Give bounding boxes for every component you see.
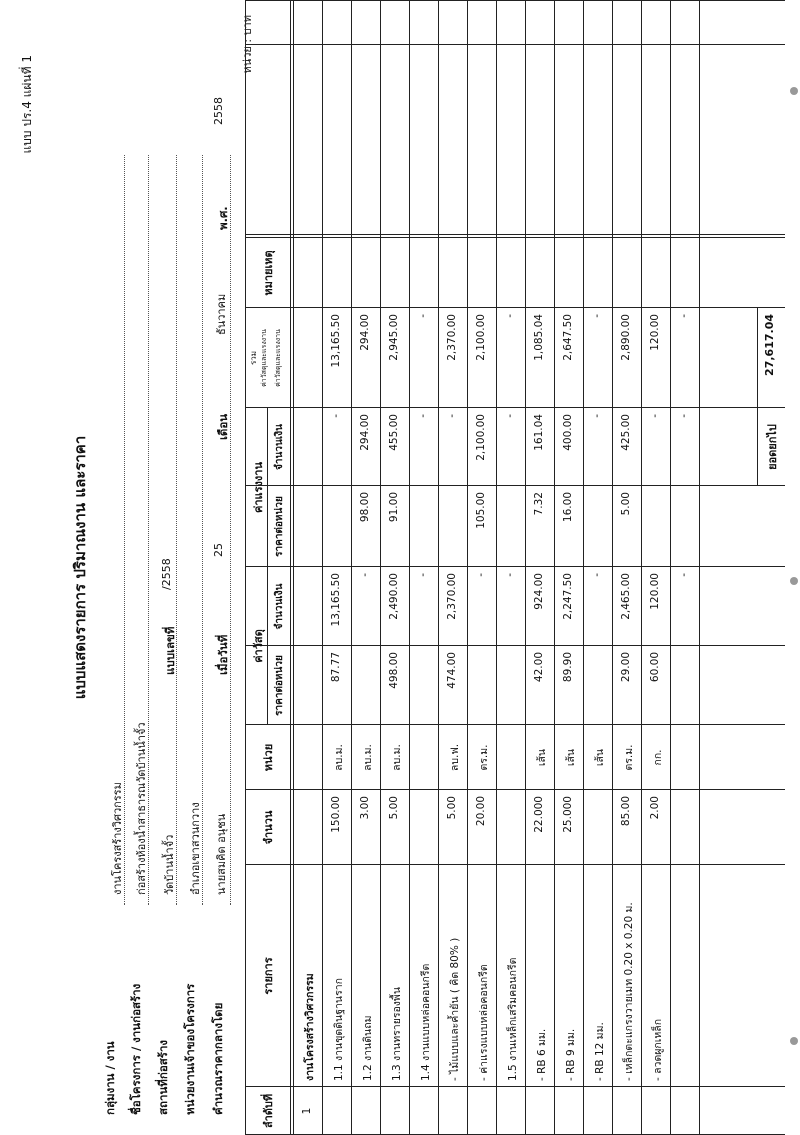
project-value: ก่อสร้างห้องน้ำสาธารณวัดบ้านน้ำจั้ว xyxy=(135,722,148,895)
cell-lp: 16.00 xyxy=(562,492,574,523)
cell-item: งานโครงสร้างวิศวกรรม xyxy=(304,973,316,1081)
cell-lp: 7.32 xyxy=(533,492,545,516)
cell-mp: 498.00 xyxy=(388,652,400,689)
cell-ma: - xyxy=(591,573,603,577)
header-unit: หน่วย xyxy=(262,743,275,772)
cell-total: 2,100.00 xyxy=(475,314,487,361)
cell-ma: - xyxy=(475,573,487,577)
header-total-bottom: ค่าวัสดุและแรงงาน xyxy=(274,329,282,387)
year-value: 2558 xyxy=(212,97,225,125)
cell-item: - RB 6 มม. xyxy=(536,1028,548,1081)
cell-ma: 2,465.00 xyxy=(620,573,632,620)
month-value: ธันวาคม xyxy=(215,293,228,335)
cell-ma: - xyxy=(504,573,516,577)
cell-lp: 105.00 xyxy=(475,492,487,529)
cell-la: - xyxy=(649,414,661,418)
cell-total: 2,890.00 xyxy=(620,314,632,361)
cell-unit: เส้น xyxy=(565,748,577,767)
cell-item: - เหล็กตะแกรงวายเมท 0.20 x 0.20 ม. xyxy=(623,902,635,1081)
cell-unit: ลบ.ม. xyxy=(333,744,345,771)
cell-la: 425.00 xyxy=(620,414,632,451)
header-no: ลำดับที่ xyxy=(262,1093,275,1129)
cell-qty: 5.00 xyxy=(446,796,458,820)
header-labor-amount: จำนวนเงิน xyxy=(274,424,285,470)
cell-qty: 3.00 xyxy=(359,796,371,820)
cost-table xyxy=(245,0,785,1135)
header-remark: หมายเหตุ xyxy=(262,250,275,296)
date-label: เมื่อวันที่ xyxy=(216,634,230,675)
cell-lp: 5.00 xyxy=(620,492,632,516)
header-total-mid: ค่าวัสดุและแรงงาน xyxy=(260,329,268,387)
cell-total: - xyxy=(591,314,603,318)
cell-la: - xyxy=(330,414,342,418)
date-day: 25 xyxy=(212,543,225,557)
unit-note: หน่วย : บาท xyxy=(241,15,254,74)
header-total-top: รวม xyxy=(249,350,258,366)
cell-total: - xyxy=(678,314,690,318)
cell-total: - xyxy=(504,314,516,318)
cell-qty: 2.00 xyxy=(649,796,661,820)
cell-unit: เส้น xyxy=(594,748,606,767)
year-label: พ.ศ. xyxy=(216,206,230,230)
cell-total: - xyxy=(417,314,429,318)
cell-item: - ค่าแรงแบบหล่อคอนกรีต xyxy=(478,964,490,1081)
cell-total: 13,165.50 xyxy=(330,314,342,368)
cell-qty: 25.000 xyxy=(562,796,574,833)
cell-unit: เส้น xyxy=(536,748,548,767)
cell-lp: 91.00 xyxy=(388,492,400,523)
carry-total: 27,617.04 xyxy=(763,314,776,376)
cell-total: 2,945.00 xyxy=(388,314,400,361)
cell-qty: 22.000 xyxy=(533,796,545,833)
cell-unit: ลบ.ม. xyxy=(362,744,374,771)
cell-ma: - xyxy=(359,573,371,577)
cell-unit: ลบ.ม. xyxy=(391,744,403,771)
cell-mp: 60.00 xyxy=(649,652,661,683)
cell-total: 1,085.04 xyxy=(533,314,545,361)
group-label: กลุ่มงาน / งาน xyxy=(103,1041,117,1115)
header-material: ค่าวัสดุ xyxy=(252,629,265,663)
cell-la: 2,100.00 xyxy=(475,414,487,461)
cell-qty: 20.00 xyxy=(475,796,487,827)
cell-la: - xyxy=(417,414,429,418)
cell-item: 1.1 งานขุดดินฐานราก xyxy=(333,978,345,1081)
cell-unit: ตร.ม. xyxy=(623,744,635,771)
cell-total: 294.00 xyxy=(359,314,371,351)
cell-ma: 924.00 xyxy=(533,573,545,610)
cell-item: 1.2 งานดินถม xyxy=(362,1015,374,1081)
cell-unit: กก. xyxy=(652,749,664,766)
cell-item: - RB 12 มม. xyxy=(594,1022,606,1081)
header-item: รายการ xyxy=(262,957,275,995)
cell-ma: - xyxy=(678,573,690,577)
cell-item: - ลวดผูกเหล็ก xyxy=(652,1018,664,1081)
cell-ma: 2,490.00 xyxy=(388,573,400,620)
agency-label: หน่วยงานเจ้าของโครงการ xyxy=(183,983,197,1115)
cell-ma: 2,370.00 xyxy=(446,573,458,620)
cell-la: 400.00 xyxy=(562,414,574,451)
page-title: แบบแสดงรายการ ปริมาณงาน และราคา xyxy=(71,435,89,700)
header-labor-unit-price: ราคาต่อหน่วย xyxy=(274,496,285,557)
cell-la: 455.00 xyxy=(388,414,400,451)
cell-mp: 87.77 xyxy=(330,652,342,683)
cell-item: 1.5 งานเหล็กเสริมคอนกรีต xyxy=(507,957,519,1081)
cell-item: 1.4 งานแบบหล่อคอนกรีต xyxy=(420,963,432,1081)
form-no-value: /2558 xyxy=(160,558,173,590)
header-labor: ค่าแรงงาน xyxy=(252,462,265,513)
estimator-value: นายสมคิด อนุชน xyxy=(215,813,228,895)
month-label: เดือน xyxy=(216,413,230,440)
cell-unit: ลบ.ฟ. xyxy=(449,743,461,772)
cell-mp: 42.00 xyxy=(533,652,545,683)
cell-qty: 150.00 xyxy=(330,796,342,833)
cell-unit: ตร.ม. xyxy=(478,744,490,771)
cell-total: 120.00 xyxy=(649,314,661,351)
form-code: แบบ ปร.4 แผ่นที่ 1 xyxy=(20,55,34,154)
cell-qty: 5.00 xyxy=(388,796,400,820)
header-material-amount: จำนวนเงิน xyxy=(274,583,285,630)
cell-item: - ไม้แบบและค้ำยัน ( คิด 80% ) xyxy=(449,937,461,1081)
cell-mp: 474.00 xyxy=(446,652,458,689)
cell-la: 294.00 xyxy=(359,414,371,451)
group-value: งานโครงสร้างวิศวกรรม xyxy=(111,782,124,895)
carry-label: ยอดยกไป xyxy=(766,424,779,470)
site-value: วัดบ้านน้ำจั้ว xyxy=(163,834,176,895)
cell-item: 1.3 งานทรายรองพื้น xyxy=(391,986,403,1081)
form-no-label: แบบเลขที่ xyxy=(163,626,177,675)
cell-mp: 29.00 xyxy=(620,652,632,683)
cell-ma: - xyxy=(417,573,429,577)
site-label: สถานที่ก่อสร้าง xyxy=(156,1039,170,1115)
cell-total: 2,370.00 xyxy=(446,314,458,361)
cell-ma: 2,247.50 xyxy=(562,573,574,620)
estimator-label: คำนวณราคากลางโดย xyxy=(211,1002,225,1115)
cell-la: - xyxy=(504,414,516,418)
cell-la: 161.04 xyxy=(533,414,545,451)
cell-lp: 98.00 xyxy=(359,492,371,523)
cell-la: - xyxy=(591,414,603,418)
cell-no: 1 xyxy=(301,1107,313,1115)
cell-ma: 13,165.50 xyxy=(330,573,342,627)
project-label: ชื่อโครงการ / งานก่อสร้าง xyxy=(129,983,143,1115)
header-material-unit-price: ราคาต่อหน่วย xyxy=(274,655,285,716)
cell-la: - xyxy=(678,414,690,418)
cell-la: - xyxy=(446,414,458,418)
agency-value: อำเภอเขาสวนกวาง xyxy=(189,802,202,895)
header-qty: จำนวน xyxy=(262,810,275,845)
cell-qty: 85.00 xyxy=(620,796,632,827)
cell-ma: 120.00 xyxy=(649,573,661,610)
cell-total: 2,647.50 xyxy=(562,314,574,361)
cell-mp: 89.90 xyxy=(562,652,574,683)
cell-item: - RB 9 มม. xyxy=(565,1028,577,1081)
